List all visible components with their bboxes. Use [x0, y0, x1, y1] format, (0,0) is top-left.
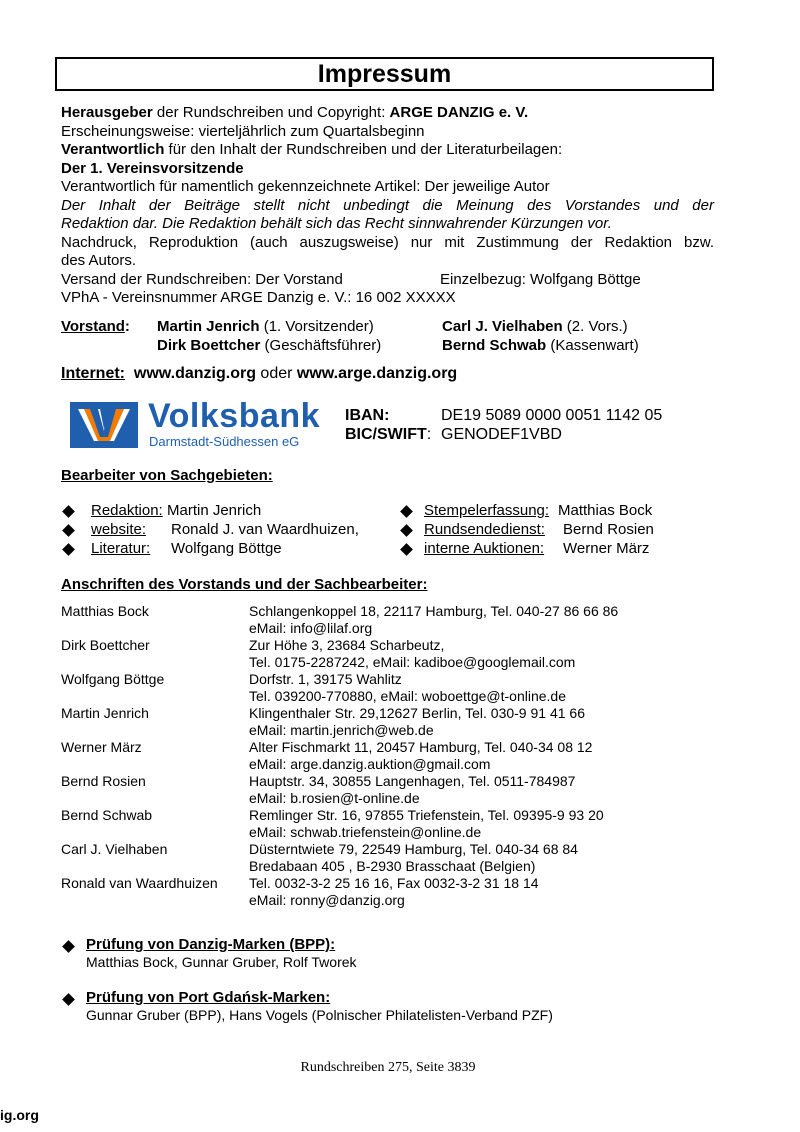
address-line: eMail: ronny@danzig.org [249, 892, 405, 908]
exam-gdansk-heading: Prüfung von Port Gdańsk-Marken: [86, 989, 331, 1006]
internet-line: Internet: www.danzig.org oder www.arge.danzig.org [61, 365, 458, 382]
page-title: Impressum [55, 57, 714, 91]
disclaimer-line-2: Redaktion dar. Die Redaktion behält sich das Recht sinnwahrender Kürzungen vor. [61, 215, 612, 232]
address-name: Ronald van Waardhuizen [61, 875, 218, 891]
editor-area: Redaktion: [91, 502, 163, 519]
bank-subtitle: Darmstadt-Südhessen eG [149, 434, 300, 449]
responsible-text: für den Inhalt der Rundschreiben und der Literaturbeilagen: [164, 141, 563, 158]
address-name: Werner März [61, 739, 142, 755]
editor-area: Rundsendedienst: [424, 521, 545, 538]
single-order-note: Einzelbezug: Wolfgang Böttge [440, 270, 641, 288]
board-member: Carl J. Vielhaben (2. Vors.) [442, 318, 628, 335]
addresses-heading: Anschriften des Vorstands und der Sachbearbeiter: [61, 576, 428, 593]
editor-area: Stempelerfassung: [424, 502, 550, 519]
iban-value: DE19 5089 0000 0051 1142 05 [441, 407, 663, 424]
address-line: Tel. 0175-2287242, eMail: kadiboe@googlemail.com [249, 654, 576, 670]
address-line: eMail: b.rosien@t-online.de [249, 790, 420, 806]
address-line: Zur Höhe 3, 23684 Scharbeutz, [249, 637, 445, 653]
diamond-bullet-icon [62, 524, 75, 537]
vpha-number: VPhA - Vereinsnummer ARGE Danzig e. V.: 16 002 XXXXX [61, 289, 456, 306]
responsible-label: Verantwortlich [61, 141, 165, 158]
bic-label: BIC/SWIFT: [345, 426, 432, 443]
editor-item [402, 503, 411, 522]
responsible-line [61, 141, 562, 160]
address-line: eMail: arge.danzig.auktion@gmail.com [249, 756, 491, 772]
editor-name: Ronald J. van Waardhuizen, [171, 521, 359, 538]
disclaimer-line-1: Der Inhalt der Beiträge stellt nicht unbedingt die Meinung des Vorstandes und der [61, 196, 714, 214]
address-line: Remlinger Str. 16, 97855 Triefenstein, Tel. 09395-9 93 20 [249, 807, 604, 823]
address-line: Dorfstr. 1, 39175 Wahlitz [249, 671, 402, 687]
address-line: eMail: info@lilaf.org [249, 620, 373, 636]
publisher-label: Herausgeber [61, 104, 153, 121]
diamond-bullet-icon [62, 543, 75, 556]
editor-item [402, 541, 411, 560]
publisher-line [61, 104, 528, 123]
editor-area: website: [91, 521, 147, 538]
iban-label: IBAN: [345, 407, 390, 424]
reprint-line-2: des Autors. [61, 252, 137, 269]
address-line: Düsterntwiete 79, 22549 Hamburg, Tel. 040-34 68 84 [249, 841, 578, 857]
address-line: Tel. 0032-3-2 25 16 16, Fax 0032-3-2 31 18 14 [249, 875, 539, 891]
website-link-1[interactable]: www.danzig.org [133, 365, 256, 382]
exam-bullet [64, 991, 73, 1010]
address-name: Bernd Rosien [61, 773, 146, 789]
diamond-bullet-icon [62, 993, 75, 1006]
editor-item [64, 503, 73, 522]
address-name: Bernd Schwab [61, 807, 153, 823]
address-name: Carl J. Vielhaben [61, 841, 168, 857]
board-label: Vorstand: [61, 318, 130, 335]
address-line: Klingenthaler Str. 29,12627 Berlin, Tel. 030-9 91 41 66 [249, 705, 585, 721]
address-line: eMail: schwab.triefenstein@online.de [249, 824, 482, 840]
editor-item [402, 522, 411, 541]
footer-url-fragment: ig.org [0, 1107, 39, 1123]
editor-name: Bernd Rosien [563, 521, 654, 538]
board-member: Bernd Schwab (Kassenwart) [442, 337, 639, 354]
address-name: Martin Jenrich [61, 705, 149, 721]
diamond-bullet-icon [62, 505, 75, 518]
editor-area: Literatur: [91, 540, 151, 557]
exam-bullet [64, 938, 73, 957]
address-line: Schlangenkoppel 18, 22117 Hamburg, Tel. 040-27 86 66 86 [249, 603, 619, 619]
address-name: Dirk Boettcher [61, 637, 150, 653]
editor-item [64, 541, 73, 560]
address-name: Wolfgang Böttge [61, 671, 165, 687]
page-footer: Rundschreiben 275, Seite 3839 [300, 1060, 476, 1075]
address-line: Hauptstr. 34, 30855 Langenhagen, Tel. 0511-784987 [249, 773, 576, 789]
diamond-bullet-icon [400, 505, 413, 518]
address-line: Bredabaan 405 , B-2930 Brasschaat (Belgien) [249, 858, 536, 874]
articles-note: Verantwortlich für namentlich gekennzeichnete Artikel: Der jeweilige Autor [61, 178, 550, 195]
website-link-2[interactable]: www.arge.danzig.org [296, 365, 458, 382]
board-member: Martin Jenrich (1. Vorsitzender) [157, 318, 374, 335]
editor-item [64, 522, 73, 541]
shipping-note: Versand der Rundschreiben: Der Vorstand [61, 270, 343, 288]
publisher-org: ARGE DANZIG e. V. [389, 104, 529, 121]
address-line: eMail: martin.jenrich@web.de [249, 722, 434, 738]
board-member: Dirk Boettcher (Geschäftsführer) [157, 337, 382, 354]
editor-name: Werner März [563, 540, 650, 557]
address-line: Alter Fischmarkt 11, 20457 Hamburg, Tel. 040-34 08 12 [249, 739, 593, 755]
volksbank-logo [70, 397, 326, 449]
bic-value: GENODEF1VBD [441, 426, 562, 443]
diamond-bullet-icon [400, 524, 413, 537]
editor-name: Martin Jenrich [167, 502, 262, 519]
publisher-text: der Rundschreiben und Copyright: [152, 104, 390, 121]
exam-gdansk-names: Gunnar Gruber (BPP), Hans Vogels (Polnischer Philatelisten-Verband PZF) [86, 1007, 553, 1023]
internet-label: Internet: [61, 365, 125, 382]
editor-name: Wolfgang Böttge [171, 540, 282, 557]
address-line: Tel. 039200-770880, eMail: woboettge@t-online.de [249, 688, 566, 704]
exam-danzig-names: Matthias Bock, Gunnar Gruber, Rolf Tworek [86, 954, 357, 970]
diamond-bullet-icon [62, 940, 75, 953]
exam-danzig-heading: Prüfung von Danzig-Marken (BPP): [86, 936, 336, 953]
bank-name: Volksbank [148, 397, 321, 435]
publication-frequency: Erscheinungsweise: vierteljährlich zum Quartalsbeginn [61, 122, 425, 140]
editors-heading: Bearbeiter von Sachgebieten: [61, 467, 273, 484]
reprint-line-1: Nachdruck, Reproduktion (auch auszugsweise) nur mit Zustimmung der Redaktion bzw. [61, 233, 714, 251]
responsible-who: Der 1. Vereinsvorsitzende [61, 159, 244, 177]
diamond-bullet-icon [400, 543, 413, 556]
editor-area: interne Auktionen: [424, 540, 545, 557]
editor-name: Matthias Bock [558, 502, 653, 519]
address-name: Matthias Bock [61, 603, 149, 619]
